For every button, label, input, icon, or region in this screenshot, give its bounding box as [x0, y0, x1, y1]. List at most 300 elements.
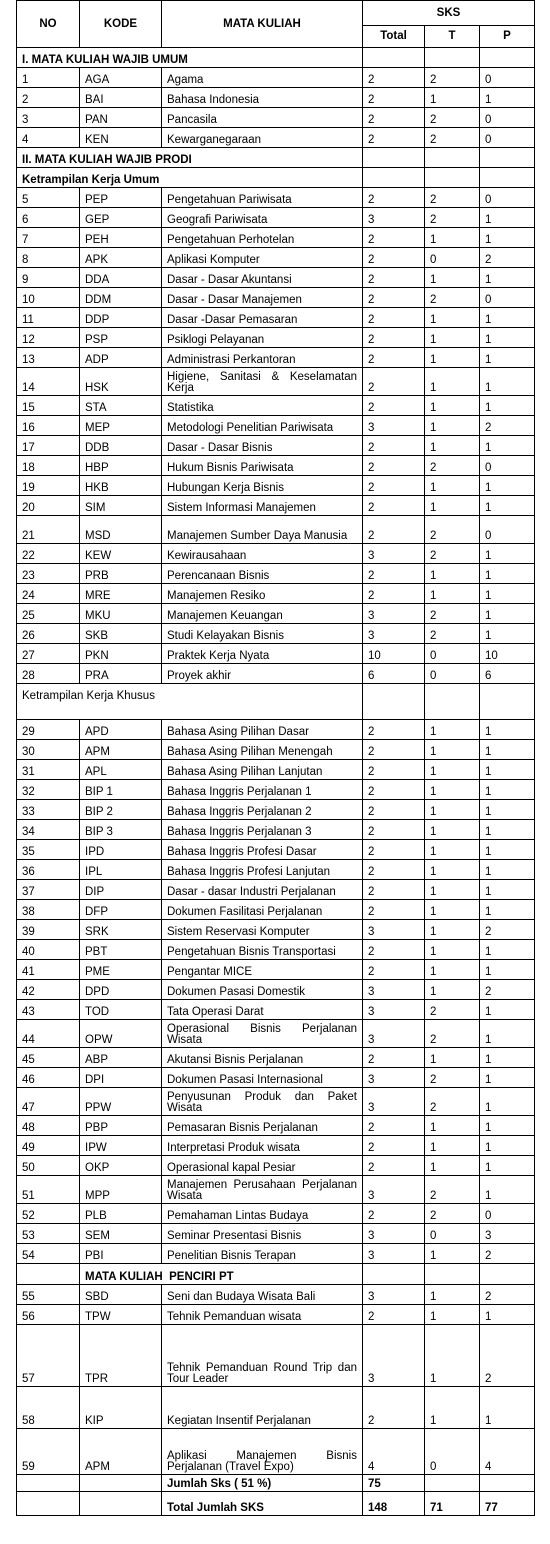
course-sks-total: 3	[363, 1088, 425, 1116]
course-no: 47	[17, 1088, 80, 1116]
course-no: 15	[17, 396, 80, 416]
course-no: 28	[17, 664, 80, 684]
course-code: PEP	[80, 188, 162, 208]
course-row	[17, 1429, 535, 1475]
course-sks-t: 2	[425, 604, 480, 624]
course-sks-p: 2	[480, 1244, 535, 1264]
course-row	[17, 900, 535, 920]
course-sks-total: 3	[363, 1224, 425, 1244]
course-no: 51	[17, 1176, 80, 1204]
course-sks-p: 6	[480, 664, 535, 684]
course-sks-t: 2	[425, 516, 480, 544]
course-name: Praktek Kerja Nyata	[162, 644, 363, 664]
course-name: Kewirausahaan	[162, 544, 363, 564]
course-name: Seni dan Budaya Wisata Bali	[162, 1285, 363, 1305]
course-row	[17, 228, 535, 248]
course-sks-p: 1	[480, 88, 535, 108]
course-sks-total: 2	[363, 228, 425, 248]
course-row	[17, 456, 535, 476]
curriculum-table	[16, 0, 535, 1516]
course-row	[17, 1176, 535, 1204]
course-sks-p: 1	[480, 564, 535, 584]
course-sks-total: 2	[363, 88, 425, 108]
course-sks-total: 3	[363, 544, 425, 564]
course-name: Sistem Reservasi Komputer	[162, 920, 363, 940]
course-no: 20	[17, 496, 80, 516]
course-no: 45	[17, 1048, 80, 1068]
course-name: Penelitian Bisnis Terapan	[162, 1244, 363, 1264]
header-row	[17, 1, 535, 26]
course-no: 49	[17, 1136, 80, 1156]
course-code: DFP	[80, 900, 162, 920]
course-sks-total: 2	[363, 800, 425, 820]
empty-cell	[480, 684, 535, 720]
course-name: Statistika	[162, 396, 363, 416]
course-sks-total: 2	[363, 108, 425, 128]
course-sks-total: 2	[363, 960, 425, 980]
course-row	[17, 1156, 535, 1176]
course-sks-p: 1	[480, 760, 535, 780]
course-sks-p: 1	[480, 900, 535, 920]
course-sks-p: 2	[480, 980, 535, 1000]
course-name: Manajemen Sumber Daya Manusia	[162, 516, 363, 544]
course-sks-total: 3	[363, 208, 425, 228]
course-row	[17, 188, 535, 208]
course-row	[17, 128, 535, 148]
course-no: 25	[17, 604, 80, 624]
course-code: IPD	[80, 840, 162, 860]
course-name: Manajemen Perusahaan Perjalanan Wisata	[162, 1176, 363, 1204]
course-name: Operasional kapal Pesiar	[162, 1156, 363, 1176]
course-sks-total: 2	[363, 328, 425, 348]
course-code: STA	[80, 396, 162, 416]
course-row	[17, 800, 535, 820]
course-sks-total: 3	[363, 1000, 425, 1020]
course-sks-p: 1	[480, 624, 535, 644]
course-code: APM	[80, 1429, 162, 1475]
course-code: SRK	[80, 920, 162, 940]
course-code: KEW	[80, 544, 162, 564]
course-sks-t: 2	[425, 1000, 480, 1020]
course-name: Pengantar MICE	[162, 960, 363, 980]
course-code: MEP	[80, 416, 162, 436]
course-sks-t: 0	[425, 1429, 480, 1475]
course-sks-total: 2	[363, 1048, 425, 1068]
empty-cell	[425, 684, 480, 720]
course-sks-t: 2	[425, 68, 480, 88]
course-sks-t: 1	[425, 436, 480, 456]
course-row	[17, 1285, 535, 1305]
course-sks-t: 1	[425, 416, 480, 436]
course-name: Bahasa Asing Pilihan Lanjutan	[162, 760, 363, 780]
section-row	[17, 48, 535, 68]
course-sks-t: 1	[425, 268, 480, 288]
course-sks-total: 3	[363, 624, 425, 644]
course-row	[17, 624, 535, 644]
course-name: Dasar - Dasar Akuntansi	[162, 268, 363, 288]
course-sks-total: 2	[363, 516, 425, 544]
course-sks-p: 1	[480, 584, 535, 604]
course-sks-t: 1	[425, 820, 480, 840]
course-sks-total: 3	[363, 1244, 425, 1264]
course-sks-p: 1	[480, 840, 535, 860]
course-sks-t: 1	[425, 720, 480, 740]
course-row	[17, 1387, 535, 1429]
course-no: 46	[17, 1068, 80, 1088]
course-name: Tehnik Pemanduan Round Trip dan Tour Leader	[162, 1325, 363, 1387]
section-label: Ketrampilan Kerja Umum	[17, 168, 363, 188]
course-sks-t: 2	[425, 208, 480, 228]
course-code: TPR	[80, 1325, 162, 1387]
course-sks-p: 1	[480, 544, 535, 564]
course-sks-t: 1	[425, 1244, 480, 1264]
course-no: 35	[17, 840, 80, 860]
total-p: 77	[480, 1492, 535, 1516]
course-code: TOD	[80, 1000, 162, 1020]
col-header-total: Total	[363, 25, 425, 47]
course-sks-total: 3	[363, 980, 425, 1000]
course-sks-t: 1	[425, 1305, 480, 1325]
course-sks-t: 1	[425, 1048, 480, 1068]
course-row	[17, 644, 535, 664]
course-code: PBP	[80, 1116, 162, 1136]
course-code: PEH	[80, 228, 162, 248]
course-code: SEM	[80, 1224, 162, 1244]
course-code: MKU	[80, 604, 162, 624]
course-row	[17, 604, 535, 624]
course-sks-t: 1	[425, 1387, 480, 1429]
course-sks-total: 2	[363, 436, 425, 456]
course-sks-t: 1	[425, 880, 480, 900]
course-sks-t: 0	[425, 1224, 480, 1244]
course-sks-t: 2	[425, 1088, 480, 1116]
course-row	[17, 664, 535, 684]
section-label: Ketrampilan Kerja Khusus	[17, 684, 363, 720]
course-sks-p: 1	[480, 208, 535, 228]
course-no: 56	[17, 1305, 80, 1325]
course-code: DIP	[80, 880, 162, 900]
grand-total-row	[17, 1492, 535, 1516]
course-code: PRA	[80, 664, 162, 684]
course-code: PKN	[80, 644, 162, 664]
course-sks-t: 1	[425, 328, 480, 348]
course-sks-total: 2	[363, 1116, 425, 1136]
course-row	[17, 1305, 535, 1325]
course-no: 1	[17, 68, 80, 88]
course-sks-total: 2	[363, 188, 425, 208]
course-sks-p: 0	[480, 288, 535, 308]
course-sks-p: 1	[480, 328, 535, 348]
course-row	[17, 1136, 535, 1156]
course-sks-total: 2	[363, 68, 425, 88]
course-code: DDA	[80, 268, 162, 288]
course-name: Psiklogi Pelayanan	[162, 328, 363, 348]
course-code: PPW	[80, 1088, 162, 1116]
course-name: Dasar -Dasar Pemasaran	[162, 308, 363, 328]
course-row	[17, 476, 535, 496]
course-sks-total: 2	[363, 1156, 425, 1176]
course-row	[17, 564, 535, 584]
course-sks-t: 2	[425, 456, 480, 476]
course-code: PLB	[80, 1204, 162, 1224]
empty-cell	[480, 1264, 535, 1285]
course-code: AGA	[80, 68, 162, 88]
course-no: 53	[17, 1224, 80, 1244]
course-sks-p: 1	[480, 1116, 535, 1136]
course-sks-p: 2	[480, 920, 535, 940]
course-sks-total: 2	[363, 760, 425, 780]
course-code: APD	[80, 720, 162, 740]
course-no: 12	[17, 328, 80, 348]
course-code: SKB	[80, 624, 162, 644]
course-sks-p: 1	[480, 1020, 535, 1048]
course-code: BIP 3	[80, 820, 162, 840]
course-row	[17, 1048, 535, 1068]
course-code: BAI	[80, 88, 162, 108]
course-no: 37	[17, 880, 80, 900]
course-sks-t: 1	[425, 1136, 480, 1156]
course-sks-p: 1	[480, 604, 535, 624]
course-row	[17, 840, 535, 860]
course-row	[17, 1088, 535, 1116]
course-sks-total: 2	[363, 1387, 425, 1429]
course-sks-p: 4	[480, 1429, 535, 1475]
course-sks-t: 1	[425, 920, 480, 940]
course-row	[17, 584, 535, 604]
course-sks-total: 3	[363, 1020, 425, 1048]
course-name: Dokumen Pasasi Internasional	[162, 1068, 363, 1088]
course-code: PBT	[80, 940, 162, 960]
course-row	[17, 960, 535, 980]
course-code: SBD	[80, 1285, 162, 1305]
course-sks-total: 2	[363, 780, 425, 800]
course-sks-p: 10	[480, 644, 535, 664]
course-sks-p: 2	[480, 416, 535, 436]
course-row	[17, 720, 535, 740]
course-name: Pengetahuan Bisnis Transportasi	[162, 940, 363, 960]
course-code: DPD	[80, 980, 162, 1000]
course-name: Tehnik Pemanduan wisata	[162, 1305, 363, 1325]
course-name: Operasional Bisnis Perjalanan Wisata	[162, 1020, 363, 1048]
course-row	[17, 860, 535, 880]
course-name: Dokumen Pasasi Domestik	[162, 980, 363, 1000]
course-sks-p: 3	[480, 1224, 535, 1244]
total-sks: 148	[363, 1492, 425, 1516]
course-sks-total: 3	[363, 1325, 425, 1387]
subtotal-row	[17, 1475, 535, 1492]
course-sks-total: 2	[363, 368, 425, 396]
course-row	[17, 1224, 535, 1244]
course-row	[17, 1116, 535, 1136]
course-sks-t: 1	[425, 1325, 480, 1387]
course-row	[17, 1068, 535, 1088]
col-header-t: T	[425, 25, 480, 47]
course-sks-t: 1	[425, 396, 480, 416]
total-t	[425, 1475, 480, 1492]
course-row	[17, 760, 535, 780]
course-row	[17, 108, 535, 128]
course-sks-t: 2	[425, 624, 480, 644]
course-sks-p: 1	[480, 1305, 535, 1325]
course-code: MRE	[80, 584, 162, 604]
course-sks-total: 2	[363, 820, 425, 840]
course-sks-t: 1	[425, 740, 480, 760]
course-sks-t: 1	[425, 840, 480, 860]
course-code: OPW	[80, 1020, 162, 1048]
course-sks-total: 3	[363, 416, 425, 436]
course-sks-p: 1	[480, 496, 535, 516]
empty-cell	[363, 48, 425, 68]
course-sks-t: 0	[425, 664, 480, 684]
course-sks-total: 2	[363, 880, 425, 900]
section-label: MATA KULIAH PENCIRI PT	[80, 1264, 363, 1285]
course-name: Higiene, Sanitasi & Keselamatan Kerja	[162, 368, 363, 396]
course-no: 21	[17, 516, 80, 544]
course-code: DDM	[80, 288, 162, 308]
course-name: Seminar Presentasi Bisnis	[162, 1224, 363, 1244]
section-row	[17, 148, 535, 168]
course-name: Dokumen Fasilitasi Perjalanan	[162, 900, 363, 920]
course-sks-p: 1	[480, 1088, 535, 1116]
course-sks-t: 1	[425, 1116, 480, 1136]
course-no: 9	[17, 268, 80, 288]
course-sks-p: 1	[480, 1387, 535, 1429]
course-sks-t: 2	[425, 1204, 480, 1224]
course-no: 32	[17, 780, 80, 800]
course-sks-total: 2	[363, 348, 425, 368]
course-sks-t: 2	[425, 1020, 480, 1048]
course-sks-total: 2	[363, 564, 425, 584]
course-sks-t: 1	[425, 800, 480, 820]
course-no: 30	[17, 740, 80, 760]
empty-cell	[425, 148, 480, 168]
course-code: HBP	[80, 456, 162, 476]
course-name: Dasar - Dasar Bisnis	[162, 436, 363, 456]
course-name: Geografi Pariwisata	[162, 208, 363, 228]
course-no: 41	[17, 960, 80, 980]
col-header-no: NO	[17, 1, 80, 48]
course-no: 10	[17, 288, 80, 308]
course-name: Interpretasi Produk wisata	[162, 1136, 363, 1156]
course-sks-p: 2	[480, 1285, 535, 1305]
course-row	[17, 820, 535, 840]
course-sks-total: 6	[363, 664, 425, 684]
course-sks-total: 2	[363, 308, 425, 328]
course-no: 24	[17, 584, 80, 604]
course-sks-p: 1	[480, 940, 535, 960]
course-sks-total: 2	[363, 456, 425, 476]
course-code: PRB	[80, 564, 162, 584]
course-row	[17, 268, 535, 288]
course-sks-total: 2	[363, 476, 425, 496]
empty-cell	[363, 148, 425, 168]
course-row	[17, 880, 535, 900]
course-sks-p: 1	[480, 1048, 535, 1068]
course-no: 33	[17, 800, 80, 820]
course-name: Pengetahuan Pariwisata	[162, 188, 363, 208]
course-no: 22	[17, 544, 80, 564]
total-label: Total Jumlah SKS	[162, 1492, 363, 1516]
course-name: Perencanaan Bisnis	[162, 564, 363, 584]
course-sks-total: 2	[363, 584, 425, 604]
course-sks-total: 2	[363, 840, 425, 860]
course-name: Pemahaman Lintas Budaya	[162, 1204, 363, 1224]
course-sks-t: 1	[425, 496, 480, 516]
course-sks-p: 1	[480, 1068, 535, 1088]
course-name: Bahasa Inggris Perjalanan 1	[162, 780, 363, 800]
course-sks-p: 1	[480, 1136, 535, 1156]
course-sks-p: 1	[480, 396, 535, 416]
course-sks-p: 0	[480, 108, 535, 128]
course-sks-t: 2	[425, 1068, 480, 1088]
course-code: IPW	[80, 1136, 162, 1156]
course-code: PAN	[80, 108, 162, 128]
course-code: TPW	[80, 1305, 162, 1325]
course-name: Bahasa Inggris Profesi Dasar	[162, 840, 363, 860]
course-row	[17, 348, 535, 368]
course-no: 11	[17, 308, 80, 328]
course-name: Bahasa Asing Pilihan Dasar	[162, 720, 363, 740]
course-sks-t: 1	[425, 980, 480, 1000]
course-name: Manajemen Resiko	[162, 584, 363, 604]
course-sks-p: 1	[480, 348, 535, 368]
empty-cell	[80, 1492, 162, 1516]
course-row	[17, 88, 535, 108]
course-no: 50	[17, 1156, 80, 1176]
course-sks-total: 2	[363, 248, 425, 268]
empty-cell	[480, 148, 535, 168]
course-name: Akutansi Bisnis Perjalanan	[162, 1048, 363, 1068]
empty-cell	[17, 1492, 80, 1516]
total-t: 71	[425, 1492, 480, 1516]
course-sks-t: 1	[425, 960, 480, 980]
course-sks-t: 1	[425, 780, 480, 800]
course-code: APM	[80, 740, 162, 760]
course-sks-total: 4	[363, 1429, 425, 1475]
course-name: Bahasa Asing Pilihan Menengah	[162, 740, 363, 760]
total-p	[480, 1475, 535, 1492]
course-row	[17, 248, 535, 268]
empty-cell	[363, 1264, 425, 1285]
course-no: 17	[17, 436, 80, 456]
course-row	[17, 516, 535, 544]
course-row	[17, 208, 535, 228]
course-row	[17, 920, 535, 940]
course-no: 54	[17, 1244, 80, 1264]
course-sks-t: 2	[425, 544, 480, 564]
course-row	[17, 496, 535, 516]
empty-cell	[425, 48, 480, 68]
course-code: DDB	[80, 436, 162, 456]
course-sks-t: 1	[425, 308, 480, 328]
course-no: 5	[17, 188, 80, 208]
course-row	[17, 740, 535, 760]
course-sks-total: 2	[363, 1305, 425, 1325]
course-name: Dasar - dasar Industri Perjalanan	[162, 880, 363, 900]
course-sks-p: 1	[480, 268, 535, 288]
course-no: 13	[17, 348, 80, 368]
course-row	[17, 308, 535, 328]
course-code: MSD	[80, 516, 162, 544]
course-sks-p: 2	[480, 1325, 535, 1387]
course-sks-total: 2	[363, 940, 425, 960]
course-no: 36	[17, 860, 80, 880]
course-code: IPL	[80, 860, 162, 880]
course-row	[17, 288, 535, 308]
course-sks-total: 2	[363, 1136, 425, 1156]
course-sks-total: 2	[363, 740, 425, 760]
course-sks-total: 3	[363, 920, 425, 940]
